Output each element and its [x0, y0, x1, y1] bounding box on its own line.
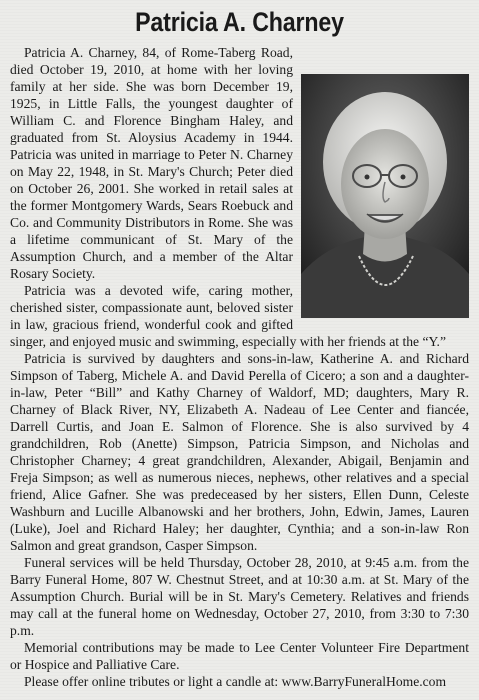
paragraph-memorials: Memorial contributions may be made to Lee Center Volunteer Fire Department or Hospice and Palliative Care.	[10, 640, 469, 672]
portrait-image	[301, 74, 469, 318]
paragraph-online-tributes: Please offer online tributes or light a candle at: www.BarryFuneralHome.com	[24, 674, 447, 689]
paragraph-biography: Patricia A. Charney, 84, of Rome-Taberg Road, died October 19, 2010, at home with her loving family at her side. She was born December 19, 1925, in Little Falls, the youngest daughter of William C. and Florence Bingham Haley, and graduated from St. Aloysius Academy in 1944. Patricia was united in marriage to Peter N. Charney on May 22, 1948, in St. Mary's Church; Peter died on October 26, 2001. She worked in retail sales at the former Montgomery Wards, Sears Roebuck and Co. and Community Distributors in Rome. She was a lifetime communicant of St. Mary of the Assumption Church, and a member of the Altar Rosary Society.	[10, 45, 293, 281]
obituary-body	[10, 44, 469, 690]
paragraph-survivors: Patricia is survived by daughters and sons-in-law, Katherine A. and Richard Simpson of Taberg, Michele A. and David Perella of Cicero; a son and a daughter-in-law, Peter “Bill” and Kathy Charney of Waldorf, MD; daughters, Mary R. Charney of Black River, NY, Elizabeth A. Nadeau of Lee Center and fiancée, Darrell Curtis, and Joan E. Salmon of Florence. She is also survived by 4 grandchildren, Rob (Anette) Simpson, Patricia Simpson, and Nicholas and Christopher Charney; 4 great grandchildren, Alexander, Abigail, Benjamin and Freja Simpson; as well as numerous nieces, nephews, other relatives and a special friend, Alice Gafner. She was predeceased by her sisters, Ellen Dunn, Celeste Washburn and Lucille Albanowski and her brothers, John, Edwin, James, Lauren (Luke), Joel and Richard Haley; her daughter, Cynthia; and a son-in-law Ron Salmon and great grandson, Casper Simpson.	[10, 351, 469, 553]
portrait-photo	[301, 74, 469, 318]
obituary-title: Patricia A. Charney	[135, 7, 344, 37]
paragraph-services: Funeral services will be held Thursday, October 28, 2010, at 9:45 a.m. from the Barry Funeral Home, 807 W. Chestnut Street, and at 10:30 a.m. at St. Mary of the Assumption Church. Burial will be in St. Mary's Cemetery. Relatives and friends may call at the funeral home on Wednesday, October 27, 2010, from 3:30 to 7:30 p.m.	[10, 555, 469, 638]
paragraph-character: Patricia was a devoted wife, caring mother, cherished sister, compassionate aunt, beloved sister in law, gracious friend, wonderful cook and gifted singer, and enjoyed music and swimming, especially with her friends at the “Y.”	[10, 283, 446, 349]
